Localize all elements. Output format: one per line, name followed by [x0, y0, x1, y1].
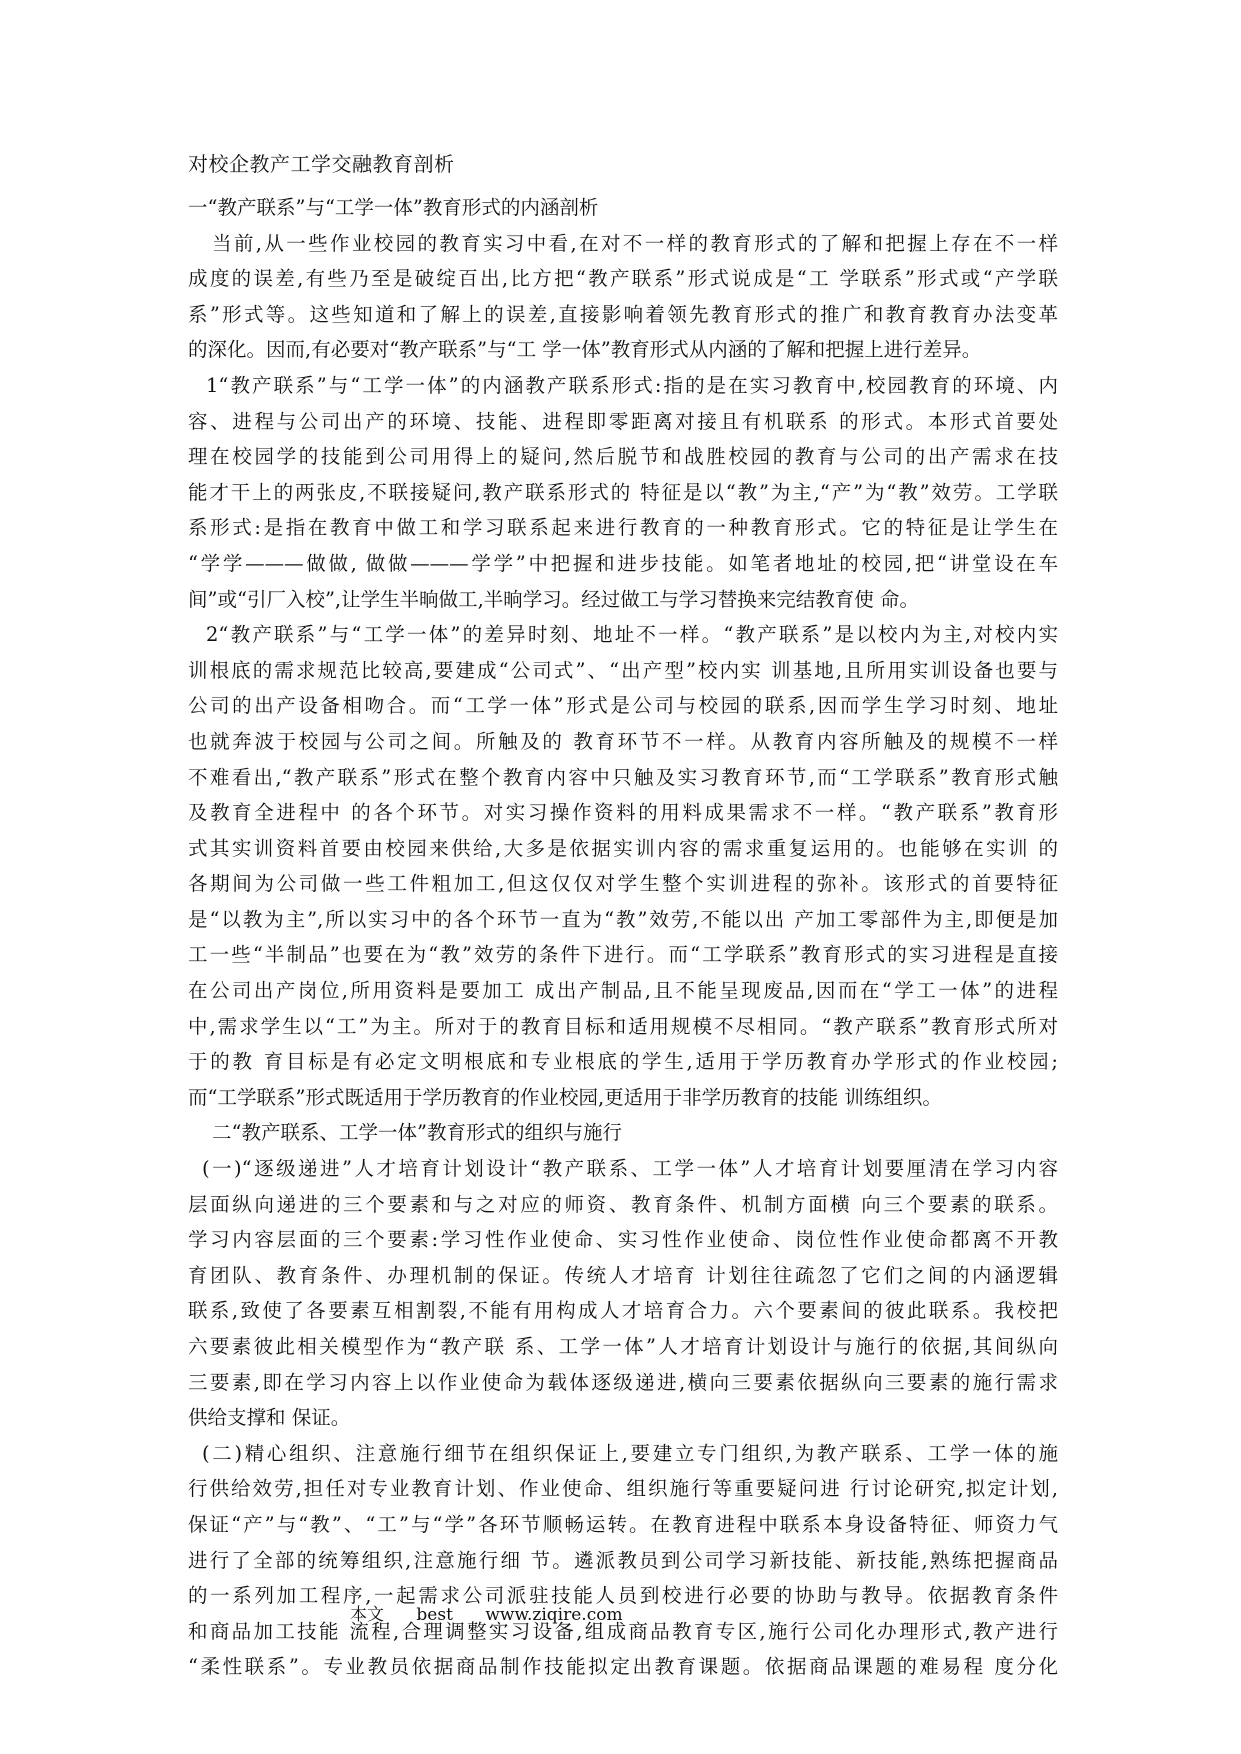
text-line: 层面纵向递进的三个要素和与之对应的师资、教育条件、机制方面横 向三个要素的联系。	[188, 1192, 1058, 1216]
text-line: 不难看出,“教产联系”形式在整个教育内容中只触及实习教育环节,而“工学联系”教育形式触	[188, 765, 1058, 789]
text-line: 育团队、教育条件、办理机制的保证。传统人才培育 计划往往疏忽了它们之间的内涵逻辑	[188, 1263, 1058, 1287]
text-line: “柔性联系”。专业教员依据商品制作技能拟定出教育课题。依据商品课题的难易程 度分化	[188, 1655, 1058, 1679]
text-line: 联系,致使了各要素互相割裂,不能有用构成人才培育合力。六个要素间的彼此联系。我校把	[188, 1299, 1058, 1323]
text-line: 容、进程与公司出产的环境、技能、进程即零距离对接且有机联系 的形式。本形式首要处	[188, 409, 1058, 433]
document-title: 对校企教产工学交融教育剖析	[188, 152, 455, 176]
text-line: (一)“逐级递进”人才培育计划设计“教产联系、工学一体”人才培育计划要厘清在学习内容	[202, 1157, 1058, 1181]
text-line: 三要素,即在学习内容上以作业使命为载体逐级递进,横向三要素依据纵向三要素的施行需求	[188, 1370, 1058, 1394]
text-line: 保证“产”与“教”、“工”与“学”各环节顺畅运转。在教育进程中联系本身设备特征、师资力气	[188, 1512, 1058, 1536]
text-line: (二)精心组织、注意施行细节在组织保证上,要建立专门组织,为教产联系、工学一体的施	[202, 1441, 1058, 1465]
text-line: 供给支撑和 保证。	[188, 1406, 351, 1430]
text-line: 学习内容层面的三个要素:学习性作业使命、实习性作业使命、岗位性作业使命都离不开教	[188, 1228, 1058, 1252]
text-line: 也就奔波于校园与公司之间。所触及的 教育环节不一样。从教育内容所触及的规模不一样	[188, 729, 1058, 753]
text-line: 公司的出产设备相吻合。而“工学一体”形式是公司与校园的联系,因而学生学习时刻、地址	[188, 694, 1058, 718]
text-line: 是“以教为主”,所以实习中的各个环节一直为“教”效劳,不能以出 产加工零部件为主,即便是加	[188, 907, 1058, 931]
text-line: 能才干上的两张皮,不联接疑问,教产联系形式的 特征是以“教”为主,“产”为“教”效劳。工学联	[188, 480, 1058, 504]
text-line: 在公司出产岗位,所用资料是要加工 成出产制品,且不能呈现废品,因而在“学工一体”的进程	[188, 979, 1058, 1003]
text-line: 2“教产联系”与“工学一体”的差异时刻、地址不一样。“教产联系”是以校内为主,对校内实	[206, 623, 1058, 647]
text-line: 训根底的需求规范比较高,要建成“公司式”、“出产型”校内实 训基地,且所用实训设备也要与	[188, 658, 1058, 682]
text-line: 行供给效劳,担任对专业教育计划、作业使命、组织施行等重要疑问进 行讨论研究,拟定计划,	[188, 1477, 1058, 1501]
text-line: 系形式:是指在教育中做工和学习联系起来进行教育的一种教育形式。它的特征是让学生在	[188, 516, 1058, 540]
text-line: 六要素彼此相关模型作为“教产联 系、工学一体”人才培育计划设计与施行的依据,其间纵向	[188, 1335, 1058, 1358]
text-line: 成度的误差,有些乃至是破绽百出,比方把“教产联系”形式说成是“工 学联系”形式或“产学联	[188, 267, 1058, 291]
text-line: 系”形式等。这些知道和了解上的误差,直接影响着领先教育形式的推广和教育教育办法变革	[188, 302, 1058, 326]
text-line: 进行了全部的统筹组织,注意施行细 节。遴派教员到公司学习新技能、新技能,熟练把握商品	[188, 1548, 1058, 1572]
section-heading: 一“教产联系”与“工学一体”教育形式的内涵剖析	[188, 196, 599, 219]
text-line: 的深化。因而,有必要对“教产联系”与“工 学一体”教育形式从内涵的了解和把握上进行差异。	[188, 338, 982, 362]
text-line: 的一系列加工程序,一起需求公司派驻技能人员到校进行必要的协助与教导。依据教育条件	[188, 1584, 1058, 1608]
text-line: 各期间为公司做一些工件粗加工,但这仅仅对学生整个实训进程的弥补。该形式的首要特征	[188, 872, 1058, 896]
text-line: 和商品加工技能 流程,合理调整实习设备,组成商品教育专区,施行公司化办理形式,教产进行	[188, 1619, 1058, 1643]
text-line: 理在校园学的技能到公司用得上的疑问,然后脱节和战胜校园的教育与公司的出产需求在技	[188, 445, 1058, 469]
text-line: 而“工学联系”形式既适用于学历教育的作业校园,更适用于非学历教育的技能 训练组织。	[188, 1085, 942, 1109]
document-body	[188, 190, 1058, 1685]
text-line: “学学———做做, 做做———学学”中把握和进步技能。如笔者地址的校园,把“讲堂设在车	[188, 551, 1058, 575]
text-line: 1“教产联系”与“工学一体”的内涵教产联系形式:指的是在实习教育中,校园教育的环境、内	[206, 373, 1058, 397]
text-line: 间”或“引厂入校”,让学生半晌做工,半晌学习。经过做工与学习替换来完结教育使 命。	[188, 587, 920, 611]
page-footer: 本文 best www.ziqire.com	[350, 1605, 623, 1625]
text-line: 式其实训资料首要由校园来供给,大多是依据实训内容的需求重复运用的。也能够在实训 的	[188, 836, 1058, 860]
section-heading: 二“教产联系、工学一体”教育形式的组织与施行	[212, 1121, 622, 1145]
text-line: 及教育全进程中 的各个环节。对实习操作资料的用料成果需求不一样。“教产联系”教育形	[188, 801, 1058, 825]
text-line: 于的教 育目标是有必定文明根底和专业根底的学生,适用于学历教育办学形式的作业校园;	[188, 1050, 1058, 1074]
text-line: 工一些“半制品”也要在为“教”效劳的条件下进行。而“工学联系”教育形式的实习进程是直接	[188, 943, 1058, 967]
text-line: 当前,从一些作业校园的教育实习中看,在对不一样的教育形式的了解和把握上存在不一样	[212, 231, 1058, 255]
text-line: 中,需求学生以“工”为主。所对于的教育目标和适用规模不尽相同。“教产联系”教育形式所对	[188, 1014, 1058, 1038]
